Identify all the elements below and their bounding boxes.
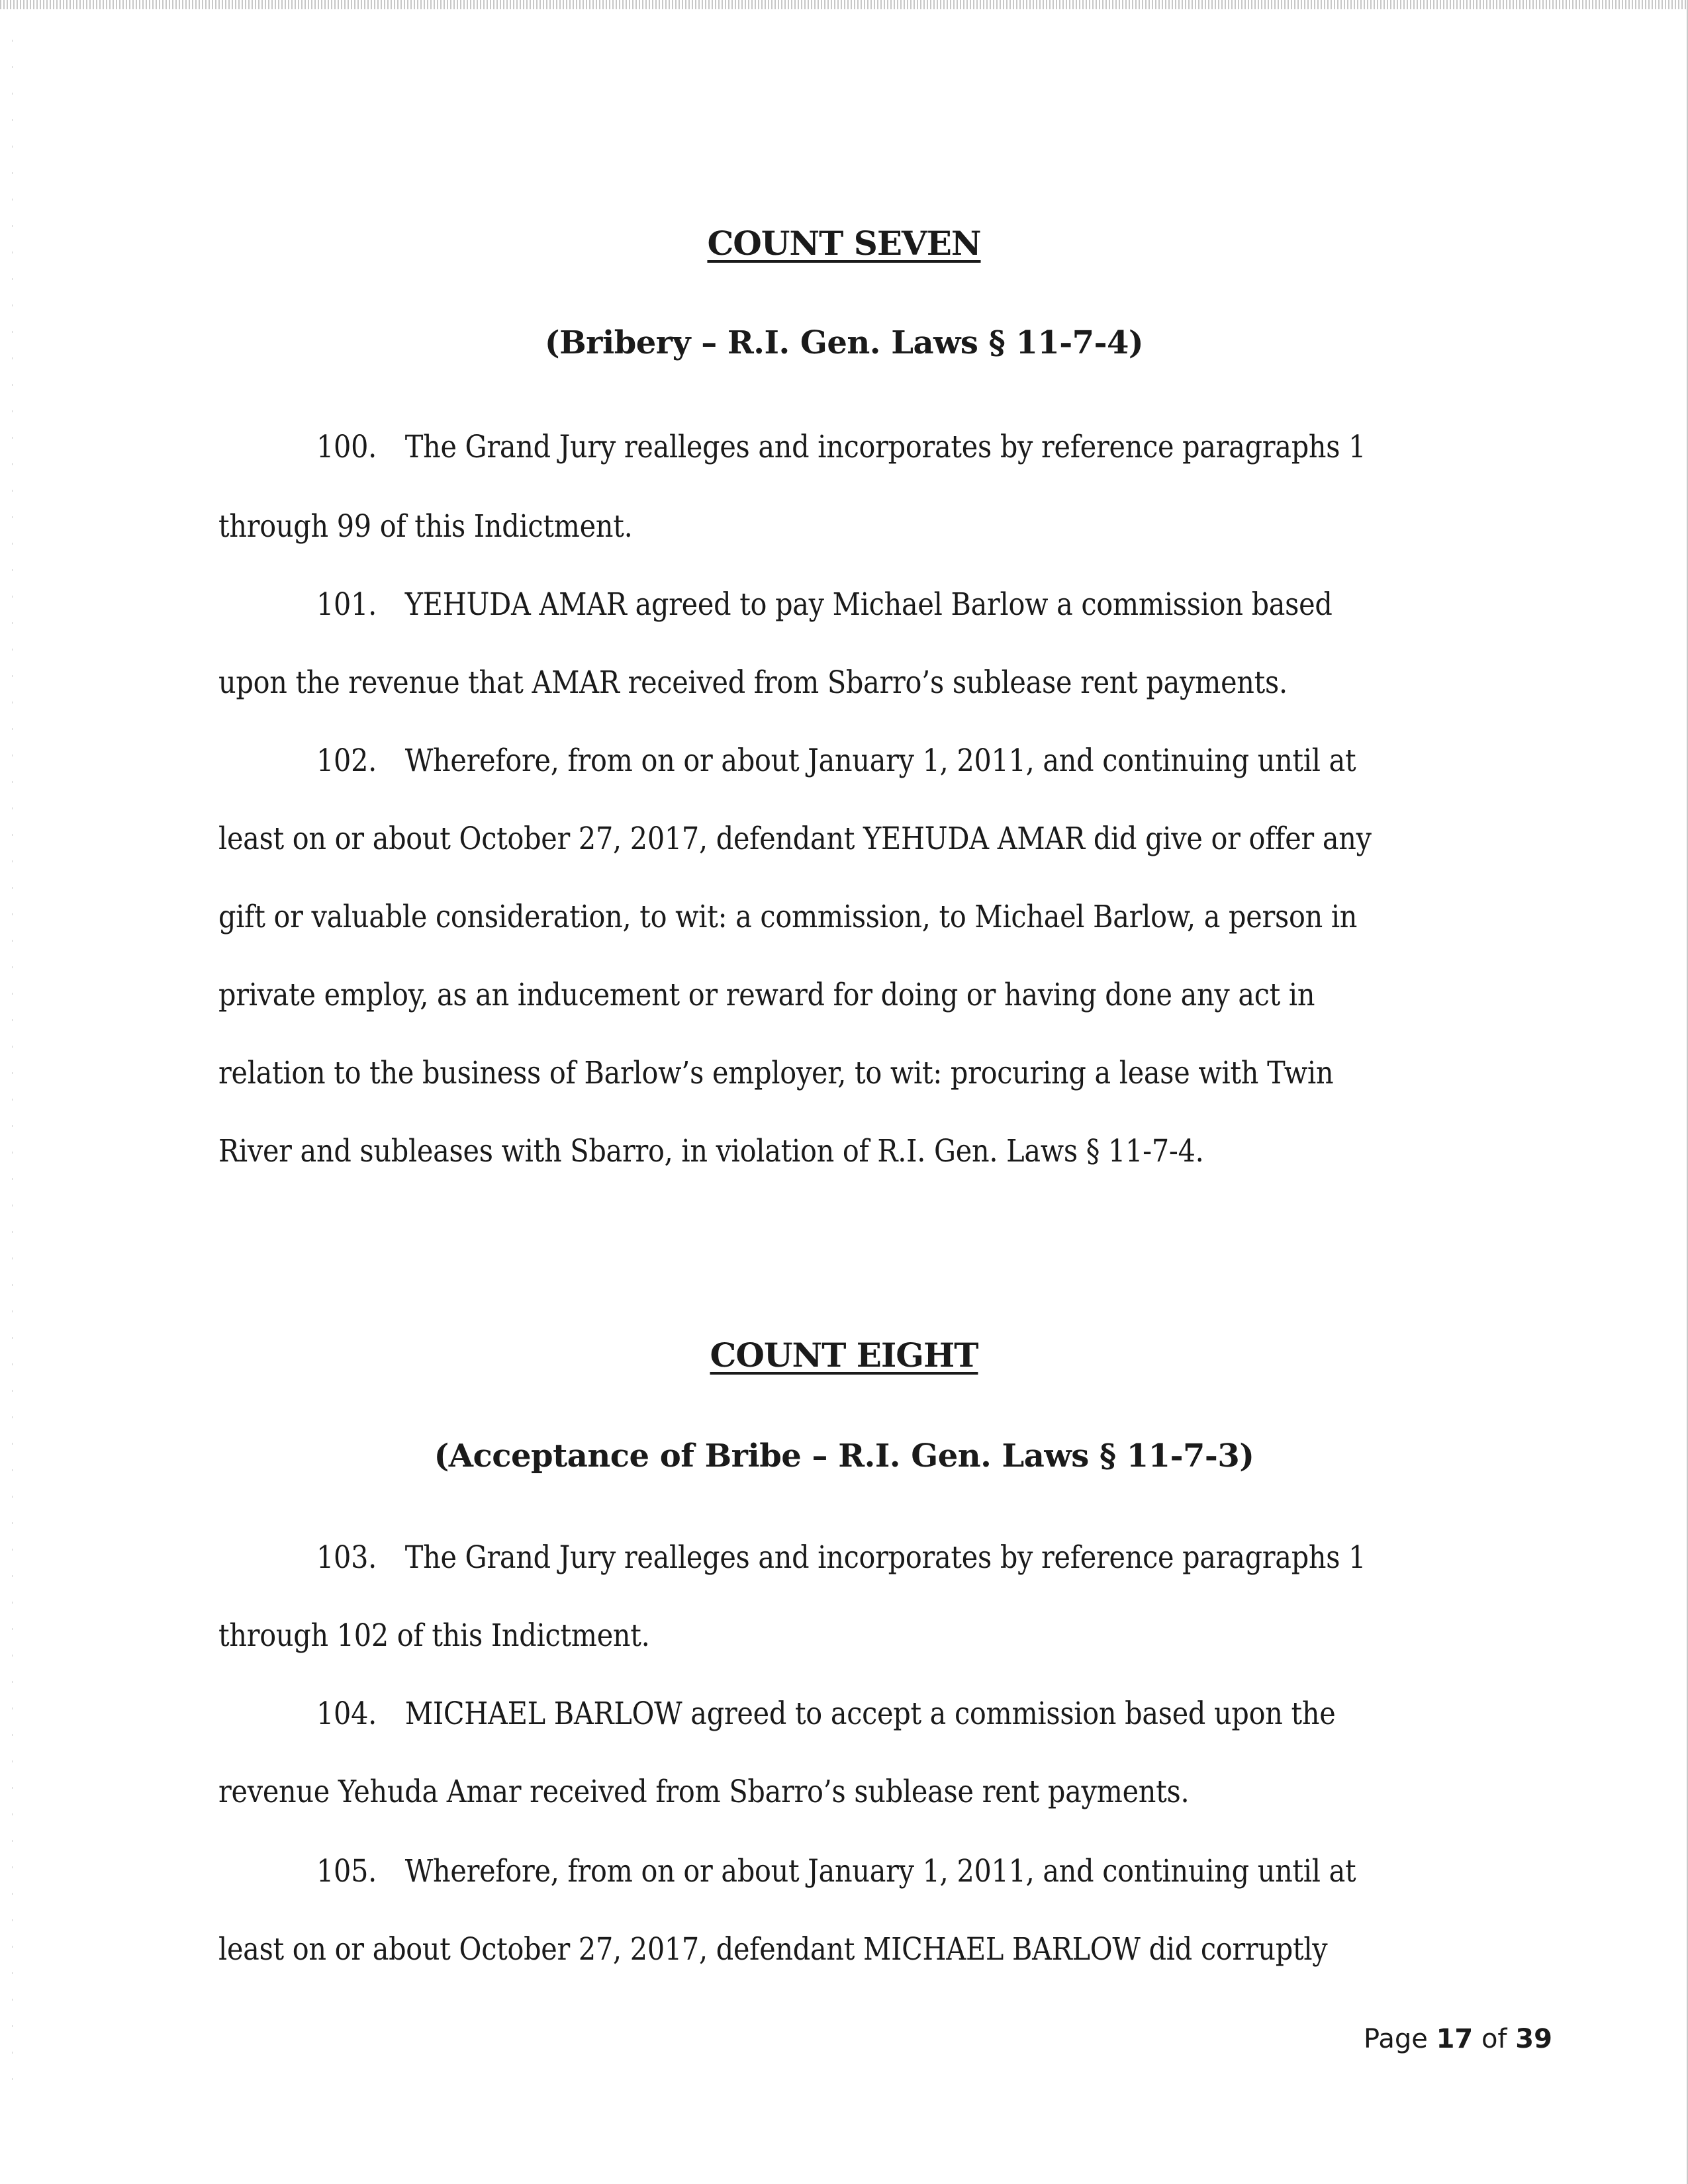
page-number-footer — [1364, 2024, 1552, 2054]
paragraph-number: 105. — [316, 1853, 377, 1889]
paragraph-text: The Grand Jury realleges and incorporates by reference paragraphs 1 — [404, 1539, 1366, 1576]
count-eight-subtitle: (Acceptance of Bribe – R.I. Gen. Laws § 11-7-3) — [434, 1437, 1254, 1475]
paragraph-100-line-1 — [316, 429, 1423, 465]
current-page: 17 — [1436, 2024, 1474, 2054]
paragraph-text: Wherefore, from on or about January 1, 2011, and continuing until at — [404, 1853, 1356, 1889]
paragraph-101-line-1 — [316, 586, 1423, 623]
scan-artifact-top — [0, 0, 1688, 9]
paragraph-text: YEHUDA AMAR agreed to pay Michael Barlow a commission based — [404, 586, 1333, 623]
paragraph-text: MICHAEL BARLOW agreed to accept a commission based upon the — [404, 1696, 1336, 1732]
paragraph-number: 101. — [316, 586, 377, 623]
paragraph-text: Wherefore, from on or about January 1, 2011, and continuing until at — [404, 743, 1356, 779]
paragraph-102-line-6: River and subleases with Sbarro, in violation of R.I. Gen. Laws § 11-7-4. — [218, 1133, 1204, 1169]
paragraph-103-line-1 — [316, 1539, 1423, 1576]
count-eight-heading — [0, 1336, 1688, 1375]
paragraph-100-line-2: through 99 of this Indictment. — [218, 508, 633, 545]
paragraph-104-line-2: revenue Yehuda Amar received from Sbarro’s sublease rent payments. — [218, 1774, 1190, 1810]
count-eight-heading-text: COUNT EIGHT — [710, 1336, 978, 1375]
paragraph-103-line-2: through 102 of this Indictment. — [218, 1617, 650, 1654]
count-seven-heading-text: COUNT SEVEN — [707, 224, 981, 263]
paragraph-102-line-5: relation to the business of Barlow’s employer, to wit: procuring a lease with Twin — [218, 1055, 1334, 1091]
paragraph-number: 104. — [316, 1696, 377, 1732]
paragraph-101-line-2: upon the revenue that AMAR received from Sbarro’s sublease rent payments. — [218, 664, 1288, 701]
paragraph-102-line-3: gift or valuable consideration, to wit: a commission, to Michael Barlow, a person in — [218, 899, 1358, 935]
paragraph-102-line-4: private employ, as an inducement or reward for doing or having done any act in — [218, 977, 1315, 1013]
paragraph-number: 103. — [316, 1539, 377, 1576]
paragraph-text: The Grand Jury realleges and incorporates by reference paragraphs 1 — [404, 429, 1366, 465]
paragraph-102-line-2: least on or about October 27, 2017, defendant YEHUDA AMAR did give or offer any — [218, 821, 1372, 857]
paragraph-number: 102. — [316, 743, 377, 779]
paragraph-104-line-1 — [316, 1696, 1423, 1732]
total-pages: 39 — [1515, 2024, 1552, 2054]
count-seven-subtitle: (Bribery – R.I. Gen. Laws § 11-7-4) — [544, 324, 1144, 361]
count-seven-heading — [0, 224, 1688, 263]
page-of-label: of — [1481, 2024, 1507, 2054]
paragraph-105-line-1 — [316, 1853, 1423, 1889]
paragraph-102-line-1 — [316, 743, 1423, 779]
paragraph-105-line-2: least on or about October 27, 2017, defendant MICHAEL BARLOW did corruptly — [218, 1931, 1328, 1968]
paragraph-number: 100. — [316, 429, 377, 465]
page-label: Page — [1364, 2024, 1428, 2054]
